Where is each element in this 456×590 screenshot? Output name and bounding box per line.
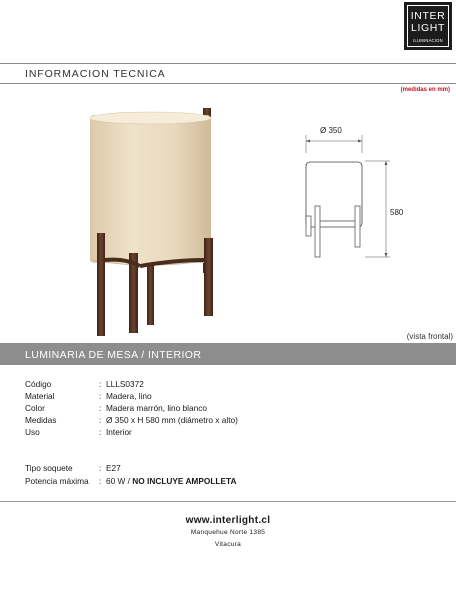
website-link[interactable]: www.interlight.cl <box>185 515 271 526</box>
spec-label: Medidas <box>25 415 57 425</box>
spec-label: Uso <box>25 427 40 437</box>
view-label: (vista frontal) <box>406 332 453 341</box>
product-photo <box>85 108 235 336</box>
header-bottom-rule <box>0 83 456 84</box>
spec-value: Madera, lino <box>106 391 152 401</box>
units-note: (medidas en mm) <box>400 87 450 93</box>
spec-label: Tipo soquete <box>25 463 73 473</box>
category-banner <box>0 343 456 365</box>
logo-line-1: INTER <box>410 10 446 22</box>
power-value: 60 W / <box>106 476 133 486</box>
spec-label: Código <box>25 379 52 389</box>
spec-value: Interior <box>106 427 132 437</box>
spec-value: Ø 350 x H 580 mm (diámetro x alto) <box>106 415 238 425</box>
header-top-rule <box>0 63 456 64</box>
interlight-logo <box>404 2 452 50</box>
logo-line-2: LIGHT <box>411 22 445 34</box>
spec-label: Color <box>25 403 45 413</box>
spec-label: Material <box>25 391 55 401</box>
category-title: LUMINARIA DE MESA / INTERIOR <box>25 349 202 361</box>
spec-label: Potencia máxima <box>25 476 89 486</box>
footer-rule <box>0 501 456 502</box>
address: Manquehue Norte 1385 <box>190 529 266 536</box>
spec-value <box>106 476 236 486</box>
no-bulb-note: NO INCLUYE AMPOLLETA <box>132 476 237 486</box>
spec-value: LLLS0372 <box>106 379 144 389</box>
front-view-drawing <box>295 120 415 270</box>
city: Vitacura <box>214 541 242 548</box>
section-title: INFORMACION TECNICA <box>25 68 166 80</box>
spec-value: E27 <box>106 463 121 473</box>
spec-value: Madera marrón, lino blanco <box>106 403 207 413</box>
diameter-dimension: Ø 350 <box>320 126 342 135</box>
height-dimension: 580 <box>390 208 404 217</box>
logo-line-3: ILUMINACION <box>413 38 443 43</box>
